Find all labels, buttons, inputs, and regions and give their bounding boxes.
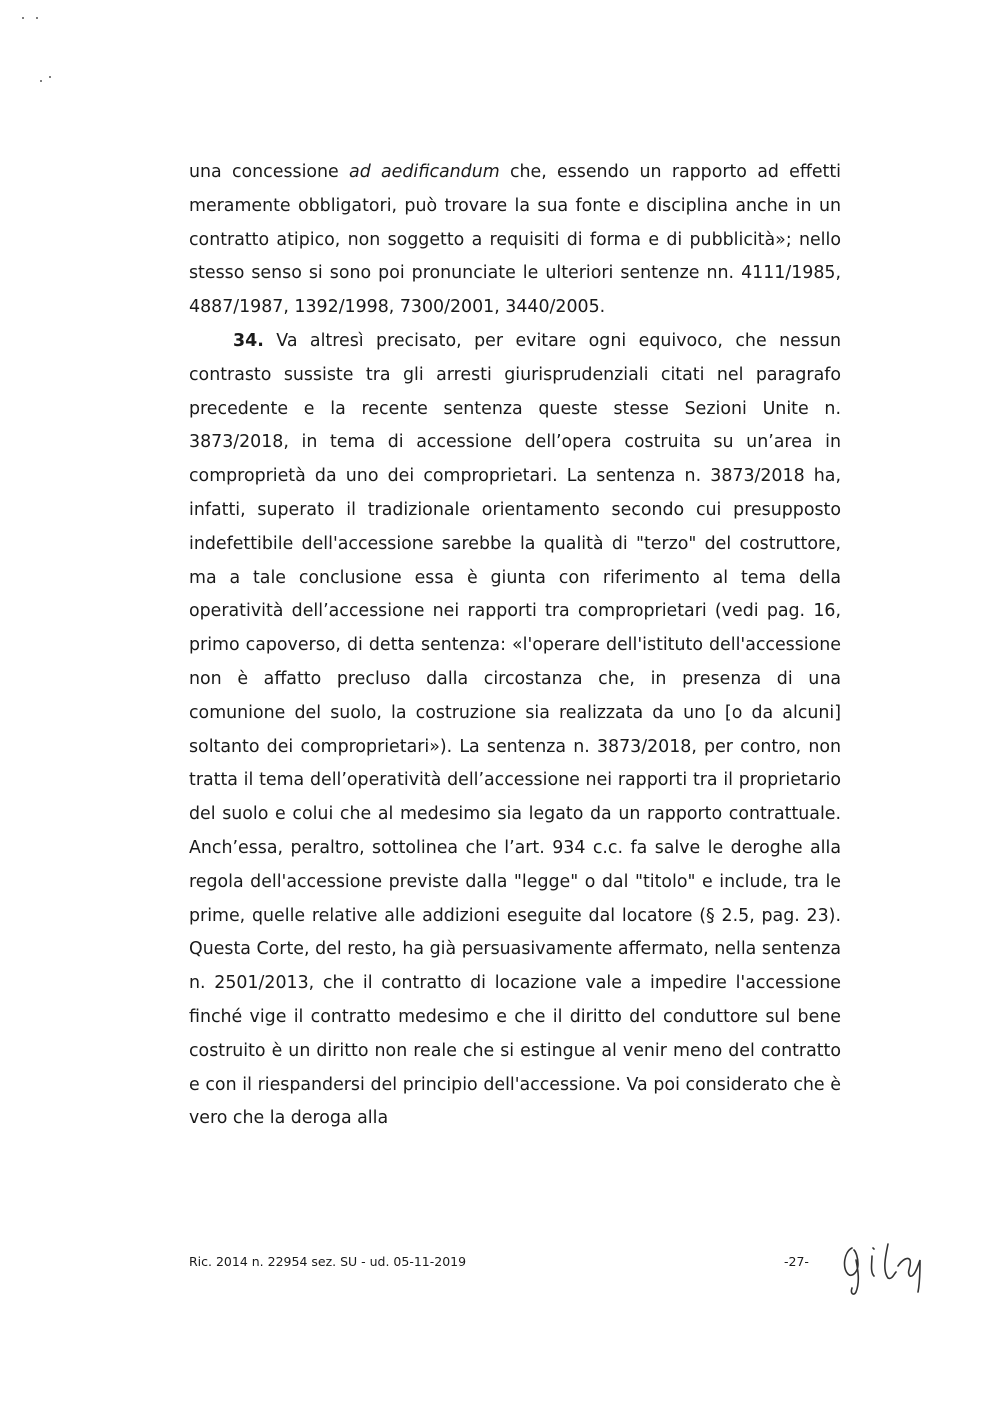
handwritten-signature [838, 1236, 928, 1296]
page-number: -27- [784, 1254, 809, 1269]
paragraph [189, 325, 841, 1136]
paragraph [189, 156, 841, 325]
document-body [189, 156, 841, 1136]
text-run: che, essendo un rapporto ad effetti meramente obbligatori, può trovare la sua fonte e disciplina anche in un contratto atipico, non soggetto a requisiti di forma e di pubblicità»; nello stesso senso si sono poi pronunciate le ulteriori sentenze nn. 4111/1985, 4887/1987, 1392/1998, 7300/2001, 3440/2005. [189, 162, 842, 318]
paragraph-number: 34. [233, 330, 264, 351]
text-run: una concessione [189, 162, 350, 182]
scan-mark [22, 17, 24, 19]
latin-term: ad aedificandum [349, 162, 500, 182]
case-reference: Ric. 2014 n. 22954 sez. SU - ud. 05-11-2019 [189, 1254, 467, 1269]
scan-mark [49, 76, 51, 78]
text-run: Va altresì precisato, per evitare ogni equivoco, che nessun contrasto sussiste tra gli arresti giurisprudenziali citati nel paragrafo precedente e la recente sentenza queste stesse Sezioni Unite n. 3873/2018, in tema di accessione dell’opera costruita su un’area in comproprietà da uno dei comproprietari. La sentenza n. 3873/2018 ha, infatti, superato il tradizionale orientamento secondo cui presupposto indefettibile dell'accessione sarebbe la qualità di "terzo" del costruttore, ma a tale conclusione essa è giunta con riferimento al tema della operatività dell’accessione nei rapporti tra comproprietari (vedi pag. 16, primo capoverso, di detta sentenza: «l'operare dell'istituto dell'accessione non è affatto precluso dalla circostanza che, in presenza di una comunione del suolo, la costruzione sia realizzata da uno [o da alcuni] soltanto dei comproprietari»). La sentenza n. 3873/2018, per contro, non tratta il tema dell’operatività dell’accessione nei rapporti tra il proprietario del suolo e colui che al medesimo sia legato da un rapporto contrattuale. Anch’essa, peraltro, sottolinea che l’art. 934 c.c. fa salve le deroghe alla regola dell'accessione previste dalla "legge" o dal "titolo" e include, tra le prime, quelle relative alle addizioni eseguite dal locatore (§ 2.5, pag. 23). Questa Corte, del resto, ha già persuasivamente affermato, nella sentenza n. 2501/2013, che il contratto di locazione vale a impedire l'accessione finché vige il contratto medesimo e che il diritto del conduttore sul bene costruito è un diritto non reale che si estingue al venir meno del contratto e con il riespandersi del principio dell'accessione. Va poi considerato che è vero che la deroga alla [189, 330, 841, 1129]
scan-mark [40, 80, 42, 82]
scan-mark [36, 17, 38, 19]
